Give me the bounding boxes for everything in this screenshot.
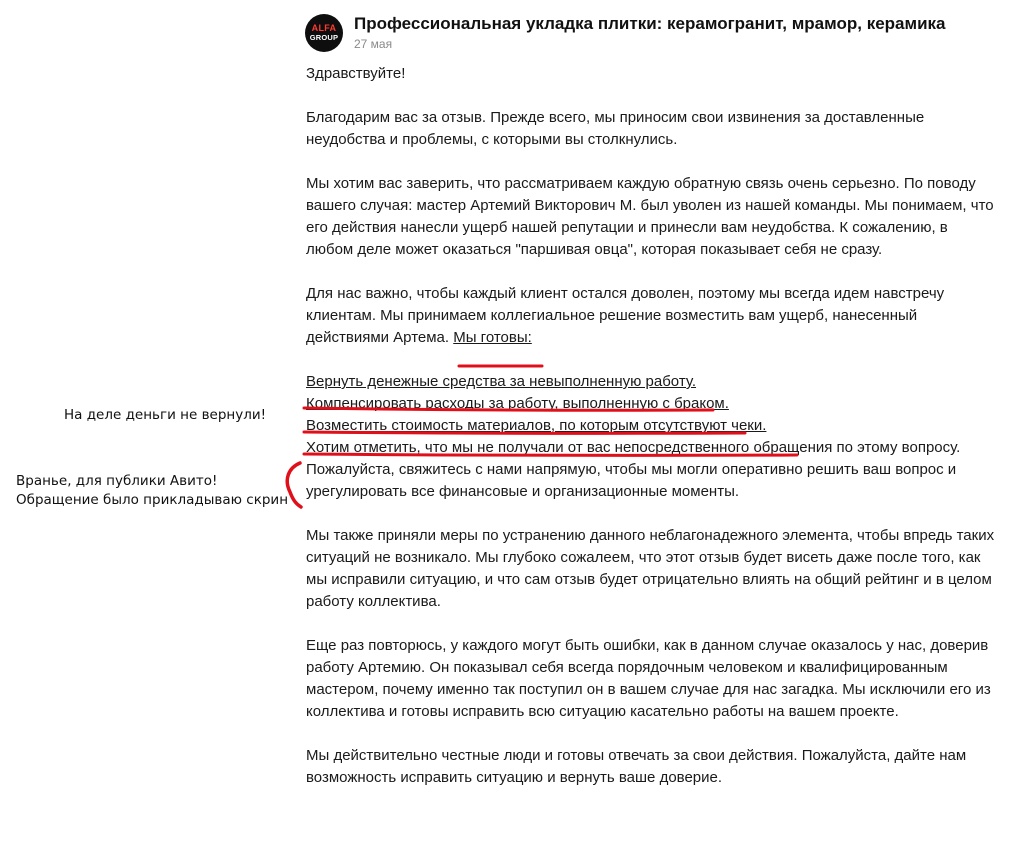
- reply-greeting: Здравствуйте!: [306, 65, 406, 82]
- company-avatar[interactable]: [305, 14, 343, 52]
- compensation-text: Для нас важно, чтобы каждый клиент остался доволен, поэтому мы всегда идем навстречу клиентам. Мы принимаем коллегиальное решение возместить вам ущерб, нанесенный действиями Артема.: [306, 285, 945, 346]
- annotation-money-not-returned: На деле деньги не вернули!: [64, 407, 267, 423]
- annotation-lie-line1: Вранье, для публики Авито!: [16, 473, 218, 489]
- reply-paragraph-compensation: [306, 283, 996, 349]
- red-bracket-mark: [287, 463, 301, 507]
- reply-paragraph-no-contact: Хотим отметить, что мы не получали от вас непосредственного обращения по этому вопросу. Пожалуйста, свяжитесь с нами напрямую, чтобы мы могли оперативно решить ваш вопрос и урегулировать все финансовые и организационные моменты.: [306, 439, 961, 500]
- reply-paragraph-apology: Благодарим вас за отзыв. Прежде всего, мы приносим свои извинения за доставленные неудобства и проблемы, с которыми вы столкнулись.: [306, 109, 925, 148]
- avatar-logo-text-group: GROUP: [309, 33, 339, 43]
- company-title[interactable]: Профессиональная укладка плитки: керамогранит, мрамор, керамика: [354, 14, 946, 33]
- promise-item-materials: Возместить стоимость материалов, по которым отсутствуют чеки.: [306, 417, 767, 434]
- annotation-lie-line2: Обращение было прикладываю скрин: [16, 492, 289, 508]
- ready-to-label: Мы готовы:: [453, 329, 532, 346]
- company-reply-body: [306, 63, 996, 789]
- annotation-lie-note: [16, 472, 288, 510]
- promise-item-refund: Вернуть денежные средства за невыполненную работу.: [306, 373, 697, 390]
- reply-paragraph-closing: Мы действительно честные люди и готовы отвечать за свои действия. Пожалуйста, дайте нам возможность исправить ситуацию и вернуть ваше доверие.: [306, 747, 967, 786]
- reply-date: 27 мая: [354, 37, 393, 51]
- reply-paragraph-dismissal: Мы хотим вас заверить, что рассматриваем каждую обратную связь очень серьезно. По поводу вашего случая: мастер Артемий Викторович М. был уволен из нашей команды. Мы понимаем, что его действия нанесли ущерб нашей репутации и принесли вам неудобства. К сожалению, в любом деле может оказаться "паршивая овца", которая показывает себя не сразу.: [306, 175, 994, 258]
- promise-item-compensate-work: Компенсировать расходы за работу, выполненную с браком.: [306, 395, 729, 412]
- avatar-logo-text-alfa: ALFA: [311, 23, 337, 34]
- reply-paragraph-repeat: Еще раз повторюсь, у каждого могут быть ошибки, как в данном случае оказалось у нас, доверив работу Артемию. Он показывал себя всегда порядочным человеком и квалифицированным мастером, почему именно так поступил он в вашем случае для нас загадка. Мы исключили его из коллектива и готовы исправить всю ситуацию касательно работы на вашем проекте.: [306, 637, 991, 720]
- reply-paragraph-measures: Мы также приняли меры по устранению данного неблагонадежного элемента, чтобы впредь таких ситуаций не возникало. Мы глубоко сожалеем, что этот отзыв будет висеть даже после того, как мы исправили ситуацию, и что сам отзыв будет отрицательно влиять на общий рейтинг и в целом работу коллектива.: [306, 527, 995, 610]
